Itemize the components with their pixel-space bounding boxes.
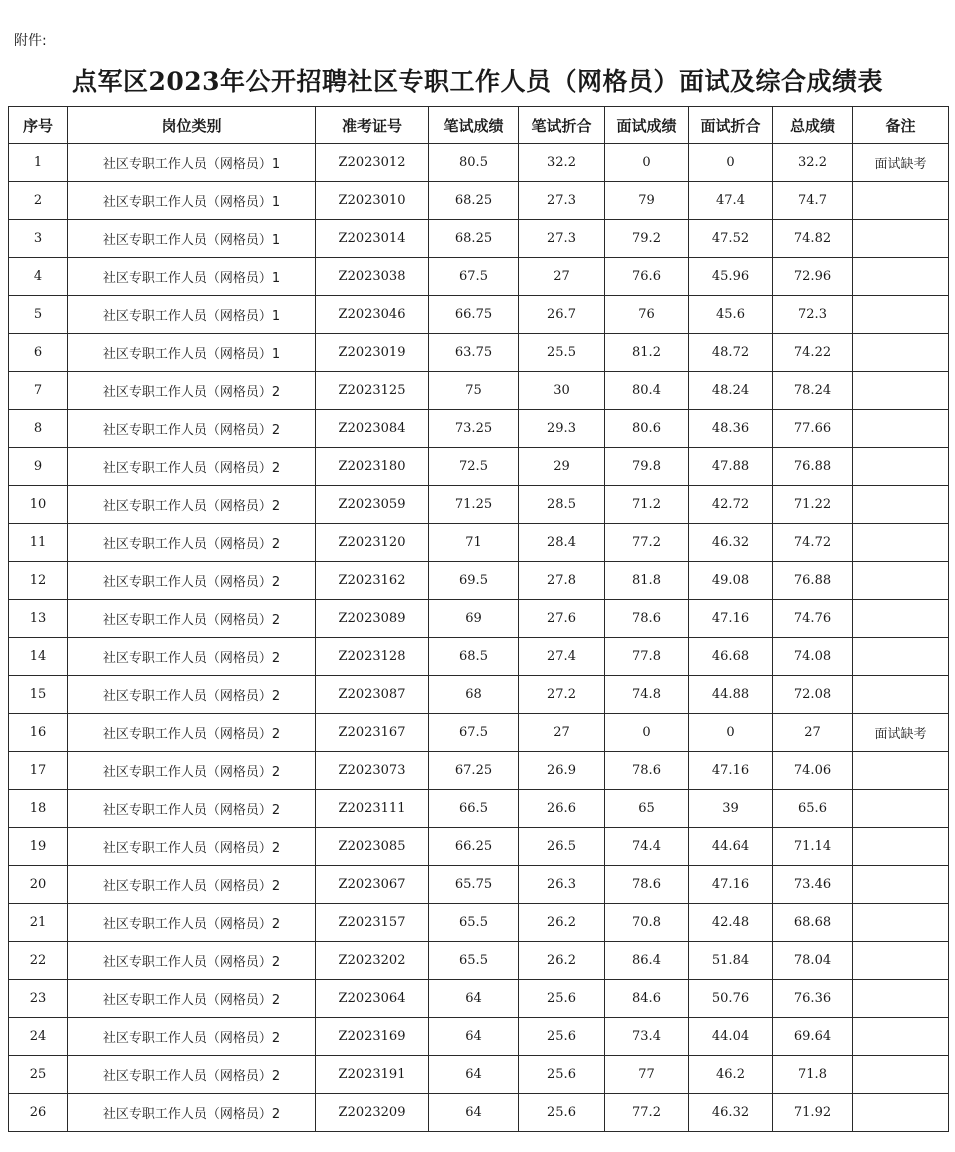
table-body	[9, 144, 949, 1132]
table-row	[9, 714, 949, 752]
column-header: 笔试折合	[519, 107, 605, 144]
written-converted-cell: 26.3	[519, 866, 605, 904]
serial-number-cell: 16	[9, 714, 68, 752]
serial-number-cell: 10	[9, 486, 68, 524]
written-converted-cell: 27.3	[519, 182, 605, 220]
position-category-cell: 社区专职工作人员（网格员）2	[68, 942, 316, 980]
remarks-cell	[853, 410, 949, 448]
table-row	[9, 144, 949, 182]
interview-converted-cell: 42.48	[689, 904, 773, 942]
total-score-cell: 32.2	[773, 144, 853, 182]
interview-score-cell: 79.2	[605, 220, 689, 258]
remarks-cell	[853, 334, 949, 372]
position-category-cell: 社区专职工作人员（网格员）2	[68, 828, 316, 866]
remarks-cell	[853, 258, 949, 296]
position-category-cell: 社区专职工作人员（网格员）2	[68, 448, 316, 486]
written-converted-cell: 27.6	[519, 600, 605, 638]
written-score-cell: 67.25	[429, 752, 519, 790]
total-score-cell: 71.22	[773, 486, 853, 524]
written-converted-cell: 26.6	[519, 790, 605, 828]
position-category-cell: 社区专职工作人员（网格员）2	[68, 600, 316, 638]
exam-id-cell: Z2023084	[316, 410, 429, 448]
interview-converted-cell: 50.76	[689, 980, 773, 1018]
written-score-cell: 67.5	[429, 714, 519, 752]
position-category-cell: 社区专职工作人员（网格员）2	[68, 676, 316, 714]
exam-id-cell: Z2023191	[316, 1056, 429, 1094]
position-category-cell: 社区专职工作人员（网格员）1	[68, 334, 316, 372]
total-score-cell: 76.36	[773, 980, 853, 1018]
interview-converted-cell: 42.72	[689, 486, 773, 524]
interview-score-cell: 78.6	[605, 752, 689, 790]
position-category-cell: 社区专职工作人员（网格员）2	[68, 410, 316, 448]
interview-converted-cell: 47.4	[689, 182, 773, 220]
total-score-cell: 71.92	[773, 1094, 853, 1132]
interview-score-cell: 78.6	[605, 600, 689, 638]
table-row	[9, 524, 949, 562]
total-score-cell: 74.22	[773, 334, 853, 372]
written-score-cell: 65.75	[429, 866, 519, 904]
serial-number-cell: 21	[9, 904, 68, 942]
interview-converted-cell: 0	[689, 144, 773, 182]
column-header: 准考证号	[316, 107, 429, 144]
interview-score-cell: 73.4	[605, 1018, 689, 1056]
total-score-cell: 74.72	[773, 524, 853, 562]
interview-score-cell: 74.8	[605, 676, 689, 714]
total-score-cell: 77.66	[773, 410, 853, 448]
interview-score-cell: 77.8	[605, 638, 689, 676]
interview-converted-cell: 47.16	[689, 866, 773, 904]
written-converted-cell: 26.2	[519, 942, 605, 980]
total-score-cell: 73.46	[773, 866, 853, 904]
serial-number-cell: 13	[9, 600, 68, 638]
interview-converted-cell: 48.72	[689, 334, 773, 372]
position-category-cell: 社区专职工作人员（网格员）1	[68, 258, 316, 296]
interview-score-cell: 0	[605, 144, 689, 182]
remarks-cell	[853, 372, 949, 410]
total-score-cell: 74.7	[773, 182, 853, 220]
serial-number-cell: 7	[9, 372, 68, 410]
table-row	[9, 220, 949, 258]
table-row	[9, 676, 949, 714]
exam-id-cell: Z2023085	[316, 828, 429, 866]
written-score-cell: 64	[429, 1056, 519, 1094]
total-score-cell: 71.14	[773, 828, 853, 866]
position-category-cell: 社区专职工作人员（网格员）2	[68, 372, 316, 410]
serial-number-cell: 5	[9, 296, 68, 334]
interview-converted-cell: 46.2	[689, 1056, 773, 1094]
table-row	[9, 942, 949, 980]
remarks-cell	[853, 904, 949, 942]
position-category-cell: 社区专职工作人员（网格员）2	[68, 486, 316, 524]
table-header-row	[9, 107, 949, 144]
column-header: 总成绩	[773, 107, 853, 144]
table-row	[9, 562, 949, 600]
table-row	[9, 1056, 949, 1094]
interview-converted-cell: 45.96	[689, 258, 773, 296]
interview-score-cell: 80.4	[605, 372, 689, 410]
remarks-cell	[853, 1094, 949, 1132]
written-score-cell: 73.25	[429, 410, 519, 448]
table-row	[9, 600, 949, 638]
remarks-cell	[853, 182, 949, 220]
written-converted-cell: 26.7	[519, 296, 605, 334]
written-score-cell: 69	[429, 600, 519, 638]
remarks-cell	[853, 752, 949, 790]
remarks-cell	[853, 676, 949, 714]
position-category-cell: 社区专职工作人员（网格员）2	[68, 866, 316, 904]
remarks-cell	[853, 638, 949, 676]
written-score-cell: 66.25	[429, 828, 519, 866]
total-score-cell: 74.82	[773, 220, 853, 258]
exam-id-cell: Z2023038	[316, 258, 429, 296]
score-table	[8, 106, 949, 1132]
interview-converted-cell: 47.88	[689, 448, 773, 486]
written-score-cell: 66.75	[429, 296, 519, 334]
remarks-cell	[853, 942, 949, 980]
exam-id-cell: Z2023059	[316, 486, 429, 524]
written-score-cell: 71.25	[429, 486, 519, 524]
interview-converted-cell: 0	[689, 714, 773, 752]
position-category-cell: 社区专职工作人员（网格员）2	[68, 714, 316, 752]
remarks-cell	[853, 600, 949, 638]
position-category-cell: 社区专职工作人员（网格员）1	[68, 144, 316, 182]
serial-number-cell: 6	[9, 334, 68, 372]
table-row	[9, 182, 949, 220]
interview-converted-cell: 48.36	[689, 410, 773, 448]
interview-score-cell: 81.2	[605, 334, 689, 372]
interview-converted-cell: 46.32	[689, 1094, 773, 1132]
written-converted-cell: 26.5	[519, 828, 605, 866]
position-category-cell: 社区专职工作人员（网格员）2	[68, 790, 316, 828]
exam-id-cell: Z2023019	[316, 334, 429, 372]
table-row	[9, 752, 949, 790]
exam-id-cell: Z2023157	[316, 904, 429, 942]
table-row	[9, 1094, 949, 1132]
remarks-cell	[853, 790, 949, 828]
exam-id-cell: Z2023073	[316, 752, 429, 790]
exam-id-cell: Z2023089	[316, 600, 429, 638]
remarks-cell	[853, 486, 949, 524]
position-category-cell: 社区专职工作人员（网格员）2	[68, 904, 316, 942]
written-converted-cell: 28.4	[519, 524, 605, 562]
interview-score-cell: 65	[605, 790, 689, 828]
written-converted-cell: 27.2	[519, 676, 605, 714]
serial-number-cell: 9	[9, 448, 68, 486]
page-title: 点军区2023年公开招聘社区专职工作人员（网格员）面试及综合成绩表	[71, 67, 884, 96]
table-row	[9, 638, 949, 676]
written-converted-cell: 29	[519, 448, 605, 486]
remarks-cell	[853, 828, 949, 866]
interview-converted-cell: 45.6	[689, 296, 773, 334]
total-score-cell: 72.3	[773, 296, 853, 334]
position-category-cell: 社区专职工作人员（网格员）2	[68, 1018, 316, 1056]
position-category-cell: 社区专职工作人员（网格员）1	[68, 182, 316, 220]
serial-number-cell: 22	[9, 942, 68, 980]
remarks-cell	[853, 524, 949, 562]
total-score-cell: 78.24	[773, 372, 853, 410]
exam-id-cell: Z2023209	[316, 1094, 429, 1132]
written-converted-cell: 28.5	[519, 486, 605, 524]
total-score-cell: 72.08	[773, 676, 853, 714]
remarks-cell	[853, 448, 949, 486]
written-score-cell: 69.5	[429, 562, 519, 600]
column-header: 序号	[9, 107, 68, 144]
column-header: 面试折合	[689, 107, 773, 144]
written-score-cell: 68.25	[429, 220, 519, 258]
written-converted-cell: 27	[519, 258, 605, 296]
position-category-cell: 社区专职工作人员（网格员）2	[68, 1056, 316, 1094]
written-score-cell: 68.5	[429, 638, 519, 676]
written-score-cell: 71	[429, 524, 519, 562]
written-score-cell: 66.5	[429, 790, 519, 828]
written-converted-cell: 27.4	[519, 638, 605, 676]
total-score-cell: 27	[773, 714, 853, 752]
written-converted-cell: 32.2	[519, 144, 605, 182]
position-category-cell: 社区专职工作人员（网格员）2	[68, 562, 316, 600]
remarks-cell: 面试缺考	[853, 714, 949, 752]
written-converted-cell: 27.8	[519, 562, 605, 600]
written-score-cell: 65.5	[429, 904, 519, 942]
table-row	[9, 448, 949, 486]
serial-number-cell: 12	[9, 562, 68, 600]
exam-id-cell: Z2023162	[316, 562, 429, 600]
remarks-cell	[853, 562, 949, 600]
written-score-cell: 64	[429, 1094, 519, 1132]
remarks-cell	[853, 866, 949, 904]
exam-id-cell: Z2023180	[316, 448, 429, 486]
interview-converted-cell: 51.84	[689, 942, 773, 980]
exam-id-cell: Z2023169	[316, 1018, 429, 1056]
interview-score-cell: 79	[605, 182, 689, 220]
interview-score-cell: 77.2	[605, 1094, 689, 1132]
position-category-cell: 社区专职工作人员（网格员）1	[68, 220, 316, 258]
position-category-cell: 社区专职工作人员（网格员）2	[68, 638, 316, 676]
serial-number-cell: 18	[9, 790, 68, 828]
interview-converted-cell: 46.68	[689, 638, 773, 676]
position-category-cell: 社区专职工作人员（网格员）2	[68, 980, 316, 1018]
interview-converted-cell: 48.24	[689, 372, 773, 410]
interview-score-cell: 84.6	[605, 980, 689, 1018]
serial-number-cell: 1	[9, 144, 68, 182]
table-row	[9, 980, 949, 1018]
exam-id-cell: Z2023120	[316, 524, 429, 562]
remarks-cell	[853, 1056, 949, 1094]
serial-number-cell: 2	[9, 182, 68, 220]
interview-score-cell: 81.8	[605, 562, 689, 600]
position-category-cell: 社区专职工作人员（网格员）2	[68, 524, 316, 562]
exam-id-cell: Z2023046	[316, 296, 429, 334]
exam-id-cell: Z2023128	[316, 638, 429, 676]
total-score-cell: 76.88	[773, 562, 853, 600]
written-converted-cell: 25.6	[519, 1056, 605, 1094]
written-score-cell: 68.25	[429, 182, 519, 220]
total-score-cell: 72.96	[773, 258, 853, 296]
exam-id-cell: Z2023167	[316, 714, 429, 752]
interview-converted-cell: 44.64	[689, 828, 773, 866]
written-score-cell: 65.5	[429, 942, 519, 980]
serial-number-cell: 24	[9, 1018, 68, 1056]
interview-converted-cell: 47.16	[689, 600, 773, 638]
interview-converted-cell: 46.32	[689, 524, 773, 562]
column-header: 面试成绩	[605, 107, 689, 144]
exam-id-cell: Z2023012	[316, 144, 429, 182]
remarks-cell	[853, 1018, 949, 1056]
table-row	[9, 828, 949, 866]
remarks-cell	[853, 220, 949, 258]
remarks-cell	[853, 980, 949, 1018]
exam-id-cell: Z2023067	[316, 866, 429, 904]
interview-converted-cell: 44.88	[689, 676, 773, 714]
table-row	[9, 486, 949, 524]
serial-number-cell: 19	[9, 828, 68, 866]
exam-id-cell: Z2023010	[316, 182, 429, 220]
interview-score-cell: 77.2	[605, 524, 689, 562]
written-score-cell: 64	[429, 1018, 519, 1056]
position-category-cell: 社区专职工作人员（网格员）2	[68, 1094, 316, 1132]
written-score-cell: 75	[429, 372, 519, 410]
written-converted-cell: 25.6	[519, 1094, 605, 1132]
interview-score-cell: 80.6	[605, 410, 689, 448]
serial-number-cell: 23	[9, 980, 68, 1018]
written-score-cell: 64	[429, 980, 519, 1018]
column-header: 备注	[853, 107, 949, 144]
exam-id-cell: Z2023014	[316, 220, 429, 258]
column-header: 笔试成绩	[429, 107, 519, 144]
written-converted-cell: 25.6	[519, 980, 605, 1018]
interview-score-cell: 78.6	[605, 866, 689, 904]
total-score-cell: 74.08	[773, 638, 853, 676]
total-score-cell: 69.64	[773, 1018, 853, 1056]
attachment-label: 附件:	[14, 33, 47, 49]
written-score-cell: 80.5	[429, 144, 519, 182]
interview-score-cell: 76	[605, 296, 689, 334]
serial-number-cell: 17	[9, 752, 68, 790]
interview-score-cell: 79.8	[605, 448, 689, 486]
interview-converted-cell: 39	[689, 790, 773, 828]
written-converted-cell: 25.5	[519, 334, 605, 372]
total-score-cell: 74.06	[773, 752, 853, 790]
exam-id-cell: Z2023125	[316, 372, 429, 410]
written-converted-cell: 25.6	[519, 1018, 605, 1056]
interview-score-cell: 0	[605, 714, 689, 752]
total-score-cell: 68.68	[773, 904, 853, 942]
serial-number-cell: 3	[9, 220, 68, 258]
serial-number-cell: 15	[9, 676, 68, 714]
interview-score-cell: 70.8	[605, 904, 689, 942]
table-row	[9, 334, 949, 372]
table-row	[9, 1018, 949, 1056]
total-score-cell: 71.8	[773, 1056, 853, 1094]
position-category-cell: 社区专职工作人员（网格员）2	[68, 752, 316, 790]
written-converted-cell: 26.2	[519, 904, 605, 942]
interview-converted-cell: 47.52	[689, 220, 773, 258]
table-row	[9, 296, 949, 334]
exam-id-cell: Z2023111	[316, 790, 429, 828]
written-converted-cell: 30	[519, 372, 605, 410]
written-score-cell: 72.5	[429, 448, 519, 486]
written-score-cell: 67.5	[429, 258, 519, 296]
total-score-cell: 65.6	[773, 790, 853, 828]
table-row	[9, 866, 949, 904]
interview-score-cell: 77	[605, 1056, 689, 1094]
exam-id-cell: Z2023202	[316, 942, 429, 980]
interview-score-cell: 76.6	[605, 258, 689, 296]
written-converted-cell: 26.9	[519, 752, 605, 790]
serial-number-cell: 20	[9, 866, 68, 904]
total-score-cell: 74.76	[773, 600, 853, 638]
serial-number-cell: 11	[9, 524, 68, 562]
interview-converted-cell: 44.04	[689, 1018, 773, 1056]
serial-number-cell: 14	[9, 638, 68, 676]
table-row	[9, 258, 949, 296]
interview-score-cell: 74.4	[605, 828, 689, 866]
column-header: 岗位类别	[68, 107, 316, 144]
interview-score-cell: 71.2	[605, 486, 689, 524]
serial-number-cell: 25	[9, 1056, 68, 1094]
remarks-cell: 面试缺考	[853, 144, 949, 182]
interview-converted-cell: 47.16	[689, 752, 773, 790]
table-row	[9, 790, 949, 828]
interview-converted-cell: 49.08	[689, 562, 773, 600]
total-score-cell: 78.04	[773, 942, 853, 980]
exam-id-cell: Z2023087	[316, 676, 429, 714]
serial-number-cell: 4	[9, 258, 68, 296]
written-converted-cell: 27.3	[519, 220, 605, 258]
remarks-cell	[853, 296, 949, 334]
written-score-cell: 68	[429, 676, 519, 714]
table-row	[9, 372, 949, 410]
total-score-cell: 76.88	[773, 448, 853, 486]
written-converted-cell: 27	[519, 714, 605, 752]
serial-number-cell: 26	[9, 1094, 68, 1132]
table-row	[9, 904, 949, 942]
exam-id-cell: Z2023064	[316, 980, 429, 1018]
written-converted-cell: 29.3	[519, 410, 605, 448]
written-score-cell: 63.75	[429, 334, 519, 372]
table-row	[9, 410, 949, 448]
position-category-cell: 社区专职工作人员（网格员）1	[68, 296, 316, 334]
interview-score-cell: 86.4	[605, 942, 689, 980]
serial-number-cell: 8	[9, 410, 68, 448]
